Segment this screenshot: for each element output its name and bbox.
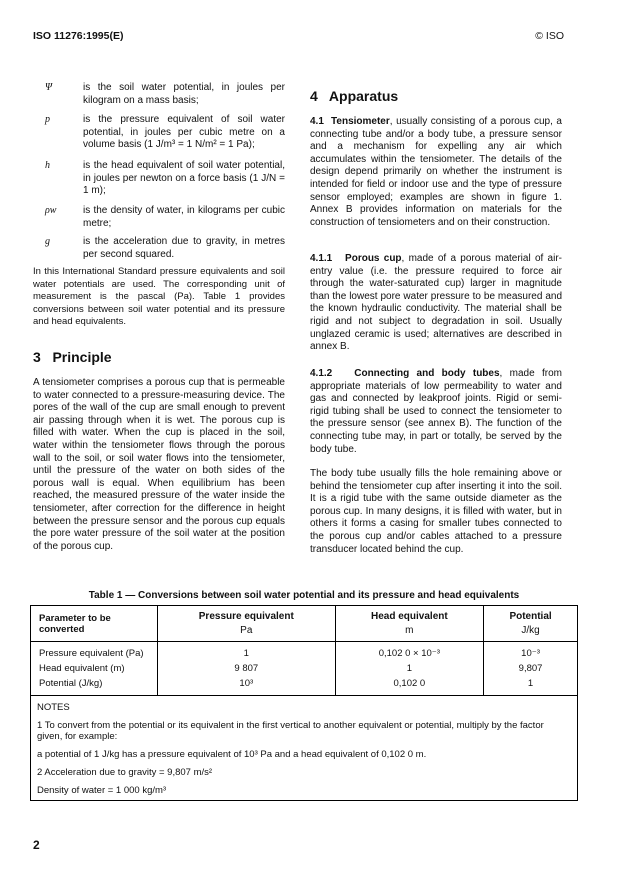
clause-4-1-1	[310, 253, 562, 354]
cell: 9 807	[158, 661, 336, 676]
clause-text: , made of a porous material of air-entry value (i.e. the pressure required to force air through the water-saturated cup) larger in magnitude than the lowest pore water pressure to be measured and the known hydraulic conductivity. The material shall be rigid and not subject to degradation in soil. Usually unglazed ceramic is used; alternatives are described in annex B.	[310, 253, 562, 353]
clause-title: Tensiometer	[331, 116, 390, 127]
conversion-table	[30, 605, 578, 801]
intro-paragraph: In this International Standard pressure equivalents and soil water potentials are used. The corresponding unit of measurement is the pascal (Pa). Table 1 provides conversions between soil water potential and its pressure and head equivalents.	[33, 266, 285, 328]
definition-h	[33, 160, 285, 198]
table-row	[31, 676, 578, 695]
table-title: Table 1 — Conversions between soil water potential and its pressure and head equivalents	[88, 590, 520, 601]
note-1: 1 To convert from the potential or its equivalent in the first vertical to another equivalent or potential, multiply by the factor given, for example:	[37, 720, 544, 742]
definition-text: is the pressure equivalent of soil water potential, in joules per cubic metre on a volume basis (1 J/m³ = 1 N/m² = 1 Pa);	[83, 114, 285, 151]
header-head: Head equivalent m	[335, 606, 484, 642]
clause-title: Connecting and body tubes	[354, 368, 500, 379]
table-row	[31, 642, 578, 662]
section-heading-apparatus: 4 Apparatus	[310, 88, 399, 104]
clause-number: 4.1.1	[310, 253, 333, 264]
cell: 9,807	[484, 661, 578, 676]
symbol: Ψ	[45, 82, 53, 93]
page-number: 2	[33, 838, 40, 852]
clause-4-1-2	[310, 368, 562, 456]
clause-number: 4.1	[310, 116, 324, 127]
definition-text: is the density of water, in kilograms per cubic metre;	[83, 205, 285, 229]
cell: 1	[335, 661, 484, 676]
symbol: h	[45, 160, 50, 171]
header-pressure: Pressure equivalent Pa	[158, 606, 336, 642]
definition-text: is the head equivalent of soil water potential, in joules per newton on a force basis (1 J/N = 1 m);	[83, 160, 285, 197]
row-label: Potential (J/kg)	[31, 676, 158, 695]
definition-g	[33, 236, 285, 261]
cell: 0,102 0 × 10⁻³	[335, 642, 484, 662]
definition-text: is the acceleration due to gravity, in metres per second squared.	[83, 236, 285, 260]
symbol: g	[45, 236, 50, 247]
body-tube-paragraph: The body tube usually fills the hole remaining above or behind the tensiometer cup after inserting it into the soil. It is a rigid tube with the same outside diameter as the porous cup. In many designs, it is filled with water, but in others it forms a casing for smaller tubes connected to the porous cup and/or cables attached to a pressure transducer located behind the cup.	[310, 468, 562, 555]
principle-paragraph: A tensiometer comprises a porous cup that is permeable to water connected to a pressure-measuring device. The pores of the wall of the cup are small enough to prevent air passing through when it is wet. The porous cup is filled with water. When the cup is placed in the soil, water within the tensiometer flows through the porous wall to the soil, or soil water flows into the tensiometer, until the pressure of the water on both sides of the porous wall is equal. When equilibrium has been reached, the measured pressure of the water inside the tensiometer, after correction for the difference in height between the pressure sensor and the porous cup equals the pore water pressure of the soil water at the position of the porous cup.	[33, 377, 285, 552]
clause-title: Porous cup	[345, 253, 402, 264]
table-header-row	[31, 606, 578, 642]
definition-rho	[33, 205, 285, 230]
symbol: ρw	[45, 205, 57, 216]
clause-4-1	[310, 116, 562, 229]
header-potential: Potential J/kg	[484, 606, 578, 642]
cell: 1	[484, 676, 578, 695]
row-label: Head equivalent (m)	[31, 661, 158, 676]
note-example: a potential of 1 J/kg has a pressure equivalent of 10³ Pa and a head equivalent of 0,102 0 m.	[37, 749, 427, 760]
cell: 10⁻³	[484, 642, 578, 662]
clause-number: 4.1.2	[310, 368, 333, 379]
notes-heading: NOTES	[37, 702, 70, 713]
clause-text: , made from appropriate materials of low permeability to water and gas and connected by leakproof joints. Rigid or semi-rigid tubing shall be used to connect the tensiometer to the pressure sensor (see annex B). The function of the connecting tube may, in part or totally, be served by the body tube.	[310, 368, 562, 455]
definition-text: is the soil water potential, in joules per kilogram on a mass basis;	[83, 82, 285, 106]
note-2: 2 Acceleration due to gravity = 9,807 m/s²	[37, 767, 213, 778]
cell: 0,102 0	[335, 676, 484, 695]
cell: 10³	[158, 676, 336, 695]
header-standard-id: ISO 11276:1995(E)	[33, 30, 124, 42]
symbol: p	[45, 114, 50, 125]
cell: 1	[158, 642, 336, 662]
definition-psi	[33, 82, 285, 107]
note-density: Density of water = 1 000 kg/m³	[37, 785, 167, 796]
section-heading-principle: 3 Principle	[33, 349, 112, 365]
header-parameter: Parameter to be converted	[31, 606, 158, 642]
clause-text: , usually consisting of a porous cup, a connecting tube and/or a body tube, a pressure sensor and a mechanism for expelling any air which accumulates within the tensiometer. The details of the design depend primarily on whether the instrument is intended for field or indoor use and the type of pressure sensor employed; examples are shown in figure 1. Annex B provides information on materials for the construction of tensiometers and on their construction.	[310, 116, 562, 228]
table-notes	[30, 695, 578, 801]
header-copyright: © ISO	[535, 30, 564, 42]
definition-p	[33, 114, 285, 152]
row-label: Pressure equivalent (Pa)	[31, 642, 158, 662]
table-row	[31, 661, 578, 676]
